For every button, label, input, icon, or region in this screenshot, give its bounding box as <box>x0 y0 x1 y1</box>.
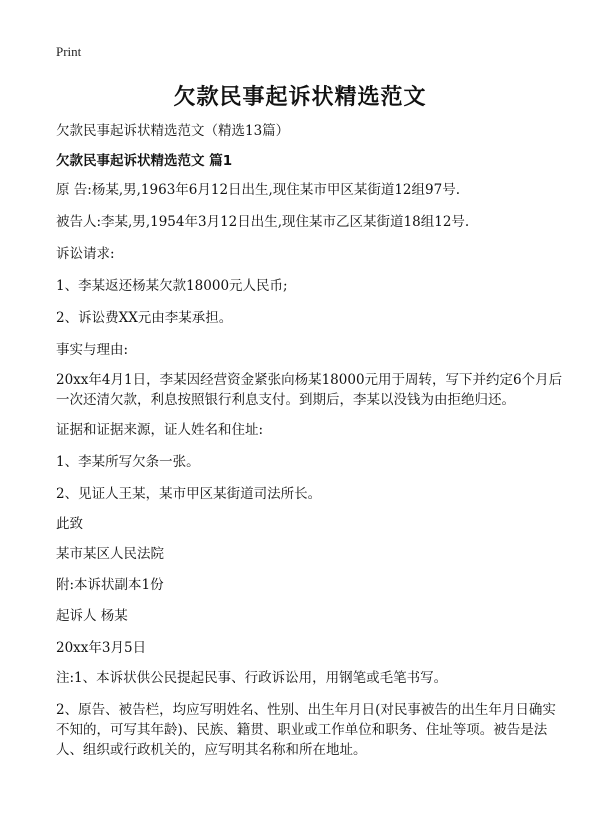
claim-item-1: 1、李某返还杨某欠款18000元人民币; <box>56 278 288 294</box>
document-subtitle: 欠款民事起诉状精选范文（精选13篇） <box>56 123 290 139</box>
print-label[interactable]: Print <box>56 44 82 59</box>
salutation: 此致 <box>56 516 83 532</box>
plaintiff-info: 原 告:杨某,男,1963年6月12日出生,现住某市甲区某街道12组97号. <box>56 182 460 198</box>
evidence-item-1: 1、李某所写欠条一张。 <box>56 454 200 470</box>
claim-item-2: 2、诉讼费XX元由李某承担。 <box>56 310 233 326</box>
facts-text: 20xx年4月1日，李某因经营资金紧张向杨某18000元用于周转，写下并约定6个月后一次还清欠款，利息按照银行利息支付。到期后，李某以没钱为由拒绝归还。 <box>56 372 563 408</box>
defendant-info: 被告人:李某,男,1954年3月12日出生,现住某市乙区某街道18组12号. <box>56 214 470 230</box>
evidence-item-2: 2、见证人王某，某市甲区某街道司法所长。 <box>56 486 322 502</box>
facts-heading: 事实与理由: <box>56 342 129 358</box>
claims-heading: 诉讼请求: <box>56 246 115 262</box>
signer: 起诉人 杨某 <box>56 608 128 624</box>
document-title: 欠款民事起诉状精选范文 <box>173 85 427 110</box>
attachment-note: 附:本诉状副本1份 <box>56 577 164 593</box>
section-heading: 欠款民事起诉状精选范文 篇1 <box>56 153 233 169</box>
note-item-1: 注:1、本诉状供公民提起民事、行政诉讼用，用钢笔或毛笔书写。 <box>56 670 448 686</box>
evidence-heading: 证据和证据来源，证人姓名和住址: <box>56 422 264 438</box>
filing-date: 20xx年3月5日 <box>56 640 147 656</box>
note-item-2: 2、原告、被告栏，均应写明姓名、性别、出生年月日(对民事被告的出生年月日确实不知的，可写其年龄)、民族、籍贯、职业或工作单位和职务、住址等项。被告是法人、组织或行政机关的，应写明其名称和所在地址。 <box>56 702 556 758</box>
court-name: 某市某区人民法院 <box>56 546 164 562</box>
